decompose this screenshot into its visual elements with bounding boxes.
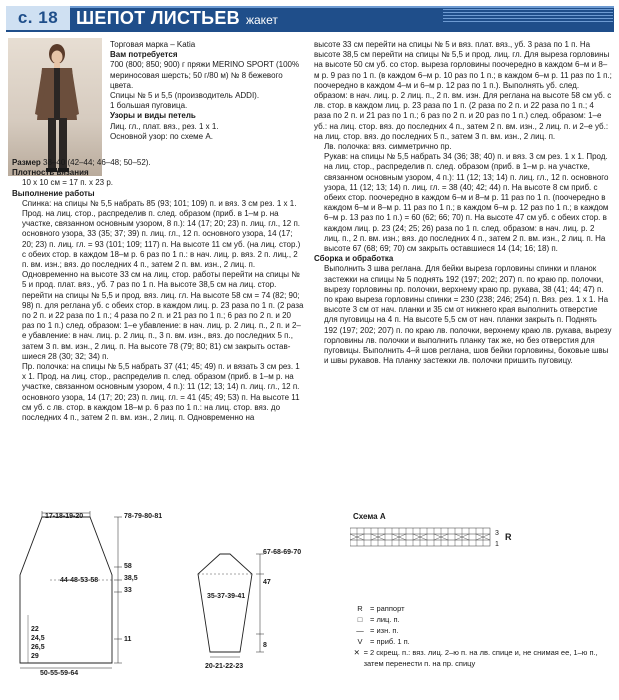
needles-text: Спицы № 5 и 5,5 (производитель ADDI). [110,91,260,101]
size-label: Размер [12,158,41,167]
right-front-cont: высоте 33 см перейти на спицы № 5 и вяз. плат. вяз., уб. 3 раза по 1 п. На высоте 38,5 см перейти на спицы № 5,5 и прод. лиц. гл. Для выреза горловины на высоте 50 см уб. со стор. выреза горловины поочередно в каждом 6–м и 8–м р. 9 раз по 1 п. (в каждом 6–м р. 10 раз по 1 п.; в каждом 6–м р. 11 раз по 1 п.; поочередно в каждом 4–м и 6–м р. 12 раз по 1 п.). Выполнять уб. след. образом: в нач. лиц. р. 2 лиц. п., 2 п. вм. изн. Для реглана на высоте 58 см уб. с лв. стор. в каждом лиц. р. 23 раза по 1 п. (2 раза по 2 п. и 22 раза по 1 п.; 4 раза по 2 п. и 21 раз по 1 п.; 6 раз по 2 п. и 20 раз по 1 п.) след. образом: 1–е уб.: на лиц. стор. вяз. до последних 4 п., затем 2 п. вм. изн., 2 лиц. п. и 2–е уб.: на лиц. стор. вяз. до последних 5 п., затем 3 п. вм. изн., 2 лиц. п. [314,40,612,141]
legend-text: = раппорт [370,604,405,613]
back-total-height: 78-79-80-81 [124,513,163,520]
size-value: 38–40 (42–44; 46–48; 50–52). [43,158,151,167]
legend-row [350,636,600,647]
header-decoration [443,6,613,30]
sleeve-bottom-width: 20-21-22-23 [205,663,244,670]
sleeve-cuff-height: 8 [263,642,267,649]
back-top-width: 17-18-19-20 [45,513,84,520]
shoulder-size-3: 26,5 [31,644,45,651]
page-number: с. 18 [6,6,70,30]
page-title: ШЕПОТ ЛИСТЬЕВ [76,8,240,28]
legend-text: = 2 скрещ. п.: вяз. лиц. 2–ю п. на лв. спице и, не снимая ее, 1–ю п., затем перенести п. на пр. спицу [363,648,598,668]
legend-text: = лиц. п. [370,615,400,624]
sleeve-instructions: Рукав: на спицы № 5,5 набрать 34 (36; 38; 40) п. и вяз. 3 см рез. 1 х 1. Прод. на лиц. стор., распределив п. след. образом (приб. в 1–м р. на участке, связанном основным узором, 4 п.): 11 (12; 13; 14) п. лиц. гл., 12 п. основного узора, 11 (12; 13; 14) п. лиц. гл. = 38 (40; 42; 44) п. На высоте 8 см приб. с обеих стор. поочередно в каждом 6–м и 8–м р. 11 раз по 1 п. (поочередно в каждом 6–м и 8–м р. 11 раз по 1 п.; в каждом 6–м р. 12 раз по 1 п.; в каждом 6–м р. 13 раз по 1 п.) = 60 (62; 66; 70) п. На высоте 47 см уб. с обеих стор. в каждом лиц. р. 23 (24; 25; 26) раза по 1 п. след. образом: в нач. лиц. р. 2 лиц. п., 2 п. вм. изн.; вяз. до последних 4 п., затем 2 п. вм. изн., 2 лиц. п. На высоте 67 (68; 69; 70) см закрыть оставшиеся 14 (14; 16; 18) п. [324,152,609,254]
gauge-value: 10 х 10 см = 17 п. х 23 р. [22,178,113,188]
instructions-left [12,158,305,423]
back-instructions: Спинка: на спицы № 5,5 набрать 85 (93; 101; 109) п. и вяз. 3 см рез. 1 х 1. Прод. на лиц. стор., распределив п. след. образом (приб. в 1–м р. на участке, связанном основным узором, 8 п.): 14 (17; 20; 23) п. лиц. гл., 12 п. основного узора, 33 (35; 37; 39) п. лиц. гл., 12 п. основного узора, 14 (17; 20; 23) п. лиц. гл. = 93 (101; 109; 117) п. На высоте 11 см уб. (на лиц. стор.) с обеих стор. в каждом 18–м р. 6 раз по 1 п.: в нач. лиц. р. вяз. 2 п. лиц., 2 п. вм. изн.; вяз. до последних 4 п., затем 2 п. вм. изн., 2 лиц. п. Одновременно на высоте 33 см на лиц. стор. работы перейти на спицы № 5 и прод. плат. вяз., уб. 7 раз по 1 п. На высоте 38,5 см на лиц. стор. перейти на спицы № 5,5 и прод. вяз. лиц. гл. На высоте 58 см = 74 (82; 90; 98) п. для реглана уб. с обеих стор. в каждом лиц. р. 23 раза по 1 п. (2 раза по 2 п. и 22 раза по 1 п.; 4 раза по 2 п. и 21 раз по 1 п.; 6 раз по 2 п. и 20 раз по 1 п.) след. образом: 1–е убавление: в нач. лиц. р. 2 лиц. п., 2 п. и 2–е убавление: в нач. лиц. р. 2 лиц. п., 3 п. вм. изн., вяз. до последних 5 п., затем 3 п. вм. изн., 2 лиц. п. На высоте 78 (79; 80; 81) см закрыть оставшиеся 28 (30; 32; 34) п. [22,198,304,361]
shoulder-size-2: 24,5 [31,635,45,642]
sleeve-upper-width: 35-37-39-41 [207,593,246,600]
main-pattern-text: Основной узор: по схеме А. [110,131,213,141]
back-schematic [0,505,180,695]
work-label: Выполнение работы [12,188,95,198]
legend-symbol: □ [357,615,363,624]
legend-row [350,614,600,625]
assembly-instructions: Выполнить 3 шва реглана. Для бейки выреза горловины спинки и планок застежки на спицы № 5 поднять 192 (197; 202; 207) п. по краю пр. полочки, вырезу горловины пр. полочки, верхнему краю пр. рукава, 38 (41; 44; 47) п. по краю выреза горловины спинки = 230 (238; 246; 254) п. Вяз. рез. 1 х 1. На высоте 3 см от нач. планки и 35 см от нижнего края выполнить отверстие для пуговицы на 4 п. На высоте 5,5 см от нач. планки закрыть п. Поднять 192 (197; 202; 207) п. по краю лв. полочки, верхнему краю лв. рукава, вырезу горловины лв. полочки и выполнить планку так же, но без отверстия для пуговицы. Выполнить 4–й шов реглана, шов бейки горловины, боковые швы и швы рукавов. На планку застежки лв. полочки пришить пуговицу. [324,264,612,366]
schema-row-3: 3 [495,530,499,537]
sleeve-top-height: 67-68-69-70 [263,549,302,556]
back-half-width: 44-48-53-58 [60,577,99,584]
gauge-label: Плотность вязания [12,168,89,178]
legend-symbol: R [357,604,363,613]
right-front-instructions: Пр. полочка: на спицы № 5,5 набрать 37 (41; 45; 49) п. и вязать 3 см рез. 1 х 1. Прод. на лиц. стор., распределив п. след. образом (приб. в 1–м р. на участке, связанном основным узором, 4 п.): 11 (12; 13; 14) п. лиц. гл., 12 п. основного узора, 14 (17; 20; 23) п. лиц. гл. = 41 (45; 49; 53) п. На высоте 11 см уб. с лв. стор. в каждом 18–м р. 6 раз по 1 п.: на лиц. стор. вяз. до последних 4 п., затем 2 п. вм. изн., 2 лиц. п. Одновременно на [22,362,300,423]
brand-line: Торговая марка – Katia [110,40,196,49]
legend-row [350,647,600,669]
title-wrap [76,6,278,30]
schema-row-1: 1 [495,541,499,548]
left-front-instructions: Лв. полочка: вяз. симметрично пр. [324,142,452,152]
legend-symbol: — [356,626,364,635]
rib-text: Лиц. гл., плат. вяз., рез. 1 х 1. [110,121,219,131]
legend-text: = приб. 1 п. [370,637,410,646]
needed-heading: Вам потребуется [110,50,178,60]
assembly-label: Сборка и обработка [314,254,394,264]
legend-symbol: V [357,637,363,646]
back-raglan-height: 58 [124,563,132,570]
materials-block [110,40,305,142]
page-subtitle: жакет [245,13,278,27]
back-bottom-width: 50-55-59-64 [40,670,79,677]
schema-title: Схема А [353,512,386,521]
schema-legend [350,603,600,669]
back-waist-height: 11 [124,636,132,643]
patterns-heading: Узоры и виды петель [110,111,196,121]
page-header [0,0,619,32]
instructions-right [314,40,612,367]
back-side-height: 38,5 [124,575,138,582]
back-plat-height: 33 [124,587,132,594]
shoulder-size-1: 22 [31,626,39,633]
model-photo [8,38,102,176]
legend-row [350,603,600,614]
needed-text: 700 (800; 850; 900) г пряжи MERINO SPORT (100% мериносовая шерсть; 50 г/80 м) № 8 бежевого цвета. [110,60,300,90]
schema-chart [350,526,495,550]
schema-repeat-mark: R [505,532,512,542]
button-text: 1 большая пуговица. [110,101,188,111]
back-shoulder-sizes [31,625,45,661]
legend-symbol: ✕ [353,648,360,657]
legend-text: = изн. п. [370,626,399,635]
legend-row [350,625,600,636]
sleeve-cap-height: 47 [263,579,271,586]
shoulder-size-4: 29 [31,653,39,660]
